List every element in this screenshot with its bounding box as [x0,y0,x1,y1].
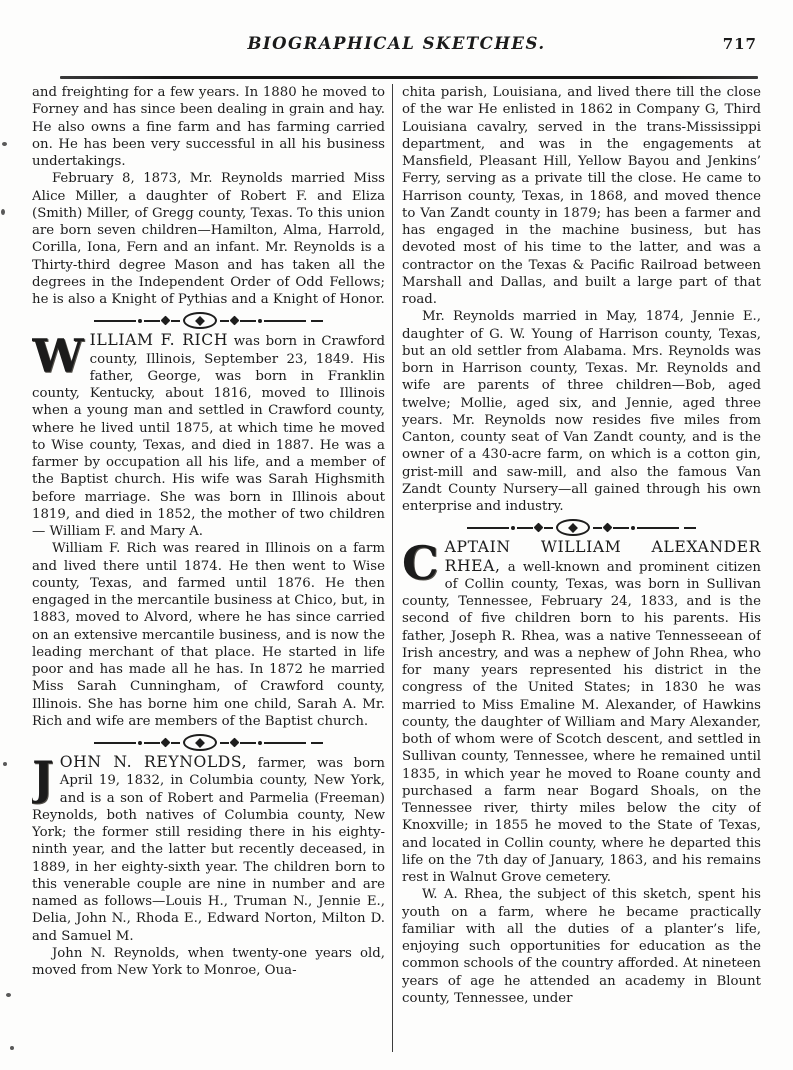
paragraph: John N. Reynolds, when twenty-one years old, moved from New York to Monroe, Oua- [32,945,385,978]
left-column [32,84,392,1060]
sketch-subject-name: ILLIAM F. RICH [89,331,229,350]
rhea-sketch-opening [402,536,761,886]
page-number: 717 [722,35,757,53]
paragraph: William F. Rich was reared in Illinois on a farm and lived there until 1874. He then went to Wise county, Texas, and farmed until 1876. He then engaged in the mercantile business at Chico, but, in 1883, moved to Alvord, where he has since carried on an extensive mercantile business, and is now the leading merchant of that place. He started in life poor and has made all he has. In 1872 he married Miss Sarah Cunningham, of Crawford county, Illinois. She has borne him one child, Sarah A. Mr. Rich and wife are members of the Baptist church. [32,541,385,729]
header-rule [60,76,758,79]
reynolds-sketch-opening [32,751,385,945]
paragraph: February 8, 1873, Mr. Reynolds married Miss Alice Miller, a daughter of Robert F. and Eliza (Smith) Miller, of Gregg county, Texas. To this union are born seven children—Hamilton, Alma, Harrold, Corilla, Iona, Fern and an infant. Mr. Reynolds is a Thirty-third degree Mason and has taken all the degrees in the Independent Order of Odd Fellows; he is also a Knight of Pythias and a Knight of Honor. [32,171,385,307]
sketch-text: a well-known and prominent citizen of Collin county, Texas, was born in Sullivan county, Tennessee, February 24, 1833, and is the second of five children born to his parents. His father, Joseph R. Rhea, was a native Tennesseean of Irish ancestry, and was a nephew of John Rhea, who for many years represented his district in the congress of the United States; in 1830 he was married to Miss Emaline M. Alexander, of Hawkins county, the daughter of William and Mary Alexander, both of whom were of Scotch descent, and settled in Sullivan county, Tennessee, where he remained until 1835, in which year he moved to Roane county and purchased a farm near Bogard Shoals, on the Tennessee river, thirty miles below the city of Knoxville; in 1855 he moved to the State of Texas, and located in Collin county, where he departed this life on the 7th day of January, 1863, and his remains rest in Walnut Grove cemetery. [402,559,761,885]
paragraph: W. A. Rhea, the subject of this sketch, spent his youth on a farm, where he became practically familiar with all the duties of a planter’s life, enjoying such opportunities for education as the common schools of the country afforded. At nineteen years of age he attended an academy in Blount county, Tennessee, under [402,887,761,1006]
scan-speck [3,762,7,766]
divider-ornament [32,733,385,752]
scan-speck [1,209,5,215]
right-column [393,84,761,1060]
scan-speck [6,993,11,997]
running-head [0,34,793,58]
drop-cap-w: W [32,329,84,384]
drop-cap-c: C [402,536,439,591]
two-column-text-block [32,84,761,1060]
sketch-subject-name: OHN N. REYNOLDS, [59,753,248,771]
sketch-subject-name: APTAIN WILLIAM ALEXANDER RHEA, [444,538,761,575]
continuation-paragraph: chita parish, Louisiana, and lived there till the close of the war He enlisted in 1862 in Company G, Third Louisiana cavalry, served in the trans-Mississippi department, and was in the engagements at Mansfield, Pleasant Hill, Yellow Bayou and Jenkins’ Ferry, serving as a private till the close. He came to Harrison county, Texas, in 1868, and moved thence to Van Zandt county in 1879; has been a farmer and has engaged in the machine business, but has devoted most of his time to the latter, and was a contractor on the Texas & Pacific Railroad between Marshall and Dallas, and built a large part of that road. [402,85,761,307]
sketch-text: farmer, was born April 19, 1832, in Columbia county, New York, and is a son of Robert and Parmelia (Freeman) Reynolds, both natives of Columbia county, New York; the former still residing there in his eighty-ninth year, and the latter but recently deceased, in 1889, in her eighty-sixth year. The children born to this venerable couple are nine in number and are named as follows—Louis H., Truman N., Jennie E., Delia, John N., Rhoda E., Edward Norton, Milton D. and Samuel M. [32,756,385,944]
paragraph: Mr. Reynolds married in May, 1874, Jennie E., daughter of G. W. Young of Harrison county, Texas, but an old settler from Alabama. Mrs. Reynolds was born in Harrison county, Texas. Mr. Reynolds and wife are parents of three children—Bob, aged twelve; Mollie, aged six, and Jennie, aged three years. Mr. Reynolds now resides five miles from Canton, county seat of Van Zandt county, and is the owner of a 430-acre farm, on which is a cotton gin, grist-mill and saw-mill, and also the famous Van Zandt County Nursery—all gained through his own enterprise and industry. [402,309,761,514]
divider-ornament [32,311,385,330]
drop-cap-j: J [32,751,54,805]
scan-speck [10,1046,14,1050]
rich-sketch-opening [32,329,385,540]
continuation-paragraph: and freighting for a few years. In 1880 he moved to Forney and has since been dealing in grain and hay. He also owns a fine farm and has farming carried on. He has been very successful in all his business undertakings. [32,85,385,169]
scan-speck [2,142,7,146]
page-title: BIOGRAPHICAL SKETCHES. [247,34,546,53]
divider-ornament [402,518,761,537]
sketch-text: was born in Crawford county, Illinois, September 23, 1849. His father, George, was born in Franklin county, Kentucky, about 1816, moved to Illinois when a young man and settled in Crawford county, where he lived until 1875, at which time he moved to Wise county, Texas, and died in 1887. He was a farmer by occupation all his life, and a member of the Baptist church. His wife was Sarah Highsmith before marriage. She was born in Illinois about 1819, and died in 1852, the mother of two children— William F. and Mary A. [32,334,385,539]
